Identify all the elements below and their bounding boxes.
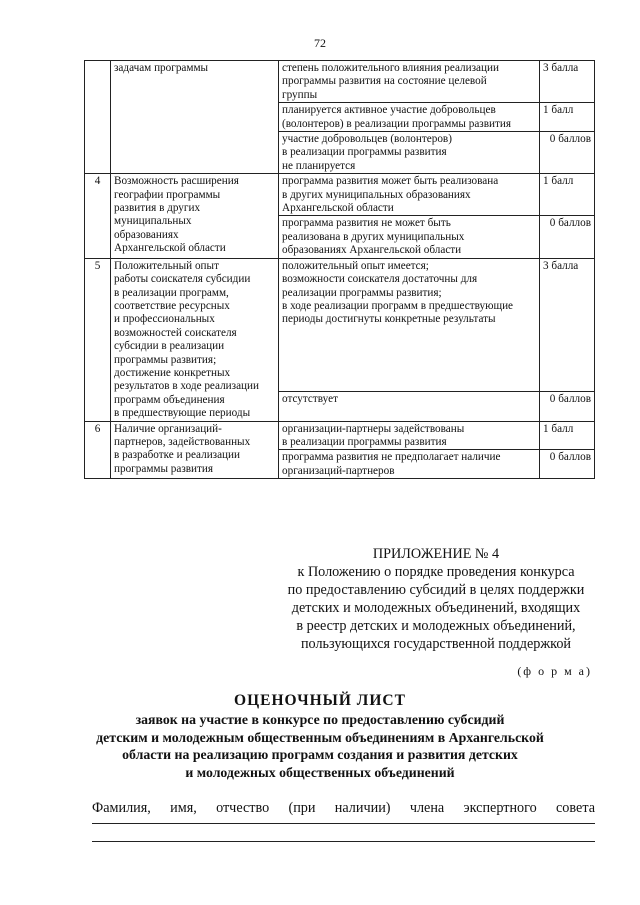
- evaluation-criteria-table: [84, 60, 595, 479]
- criterion-line: Возможность расширения: [114, 175, 239, 188]
- score-cell: 0 баллов: [540, 216, 595, 258]
- table-row: [85, 258, 595, 391]
- option-cell: [279, 103, 540, 132]
- option-cell: [279, 132, 540, 174]
- sheet-title: ОЦЕНОЧНЫЙ ЛИСТ: [234, 692, 406, 709]
- criterion-line: образованиях: [114, 228, 179, 241]
- option-line: организации-партнеры задействованы: [282, 422, 465, 435]
- option-line: в реализации программы развития: [282, 146, 447, 159]
- score-cell: 3 балла: [540, 61, 595, 103]
- row-number-cell: 5: [85, 258, 111, 421]
- appendix-line: по предоставлению субсидий в целях поддержки: [287, 582, 585, 598]
- score-cell: 0 баллов: [540, 450, 595, 479]
- fill-in-line: [92, 841, 595, 842]
- row-number-cell: 4: [85, 174, 111, 258]
- appendix-line: в реестр детских и молодежных объединений,: [296, 618, 576, 634]
- option-line: не планируется: [282, 159, 356, 172]
- score-cell: 0 баллов: [540, 391, 595, 421]
- option-line: организаций-партнеров: [282, 464, 395, 477]
- fill-in-line: [92, 823, 595, 824]
- option-line: положительный опыт имеется;: [282, 259, 429, 272]
- criterion-cell: [111, 174, 279, 258]
- criterion-line: достижение конкретных: [114, 366, 231, 379]
- criterion-line: географии программы: [114, 188, 221, 201]
- option-line: периоды достигнуты конкретные результаты: [282, 313, 496, 326]
- option-line: программы развития на состояние целевой: [282, 75, 487, 88]
- criterion-line: программы развития: [114, 462, 214, 475]
- option-line: возможности соискателя достаточны для: [282, 273, 478, 286]
- score-cell: 1 балл: [540, 174, 595, 216]
- criterion-line: работы соискателя субсидии: [114, 273, 251, 286]
- criterion-line: программы развития;: [114, 353, 217, 366]
- option-line: в реализации программы развития: [282, 435, 447, 448]
- option-line: Архангельской области: [282, 202, 394, 215]
- sheet-subtitle-line: заявок на участие в конкурсе по предоставлению субсидий: [135, 712, 505, 727]
- sheet-subtitle-line: области на реализацию программ создания и развития детских: [122, 747, 518, 762]
- option-cell: [279, 421, 540, 450]
- criterion-line: Положительный опыт: [114, 259, 219, 272]
- option-line: в ходе реализации программ в предшествующие: [282, 299, 514, 312]
- criterion-line: Архангельской области: [114, 242, 226, 255]
- appendix-title: ПРИЛОЖЕНИЕ № 4: [372, 546, 500, 562]
- option-line: образованиях Архангельской области: [282, 244, 462, 257]
- option-cell: [279, 450, 540, 479]
- criterion-line: соответствие ресурсных: [114, 299, 230, 312]
- criterion-line: Наличие организаций-: [114, 422, 222, 435]
- criterion-line: результатов в ходе реализации: [114, 380, 260, 393]
- option-cell: [279, 258, 540, 391]
- criterion-line: возможностей соискателя: [114, 326, 237, 339]
- table-row: [85, 61, 595, 103]
- appendix-line: пользующихся государственной поддержкой: [300, 636, 572, 652]
- criterion-line: в реализации программ,: [114, 286, 229, 299]
- option-line: программа развития может быть реализована: [282, 175, 499, 188]
- criterion-line: в предшествующие периоды: [114, 407, 251, 420]
- sheet-subtitle: [60, 711, 580, 781]
- sheet-subtitle-line: и молодежных общественных объединений: [185, 764, 455, 780]
- criterion-line: программ объединения: [114, 393, 225, 406]
- criterion-cell: [111, 258, 279, 421]
- fio-label: Фамилия, имя, отчество (при наличии) члена экспертного совета: [92, 800, 595, 816]
- option-line: отсутствует: [282, 392, 338, 405]
- appendix-line: детских и молодежных объединений, входящих: [291, 600, 581, 616]
- criterion-line: задачам программы: [114, 62, 209, 74]
- criterion-line: партнеров, задействованных: [114, 435, 251, 448]
- table-row: [85, 174, 595, 216]
- option-line: (волонтеров) в реализации программы развития: [282, 117, 512, 130]
- form-label: (ф о р м а): [517, 664, 592, 678]
- option-line: в других муниципальных образованиях: [282, 188, 471, 201]
- score-cell: 0 баллов: [540, 132, 595, 174]
- option-cell: [279, 216, 540, 258]
- appendix-heading: [266, 545, 606, 653]
- row-number-cell: [85, 61, 111, 174]
- row-number-cell: 6: [85, 421, 111, 479]
- score-cell: 1 балл: [540, 103, 595, 132]
- criterion-line: в разработке и реализации: [114, 449, 241, 462]
- option-line: степень положительного влияния реализации: [282, 62, 499, 74]
- option-line: программа развития не предполагает наличие: [282, 451, 501, 464]
- criterion-line: и профессиональных: [114, 313, 215, 326]
- option-line: программа развития не может быть: [282, 217, 451, 230]
- appendix-line: к Положению о порядке проведения конкурса: [297, 564, 575, 580]
- option-cell: [279, 391, 540, 421]
- option-line: группы: [282, 88, 318, 101]
- option-cell: [279, 174, 540, 216]
- option-cell: [279, 61, 540, 103]
- criterion-line: развития в других: [114, 202, 201, 215]
- score-cell: 3 балла: [540, 258, 595, 391]
- sheet-subtitle-line: детским и молодежным общественным объединениям в Архангельской: [96, 729, 544, 745]
- option-line: реализации программы развития;: [282, 286, 442, 299]
- option-line: планируется активное участие добровольцев: [282, 104, 496, 117]
- criterion-cell: [111, 421, 279, 479]
- table-row: [85, 421, 595, 450]
- criterion-line: муниципальных: [114, 215, 192, 228]
- page-number: 72: [314, 36, 326, 50]
- score-cell: 1 балл: [540, 421, 595, 450]
- criterion-cell: [111, 61, 279, 174]
- criterion-line: субсидии в реализации: [114, 340, 225, 353]
- option-line: реализована в других муниципальных: [282, 230, 465, 243]
- option-line: участие добровольцев (волонтеров): [282, 133, 452, 146]
